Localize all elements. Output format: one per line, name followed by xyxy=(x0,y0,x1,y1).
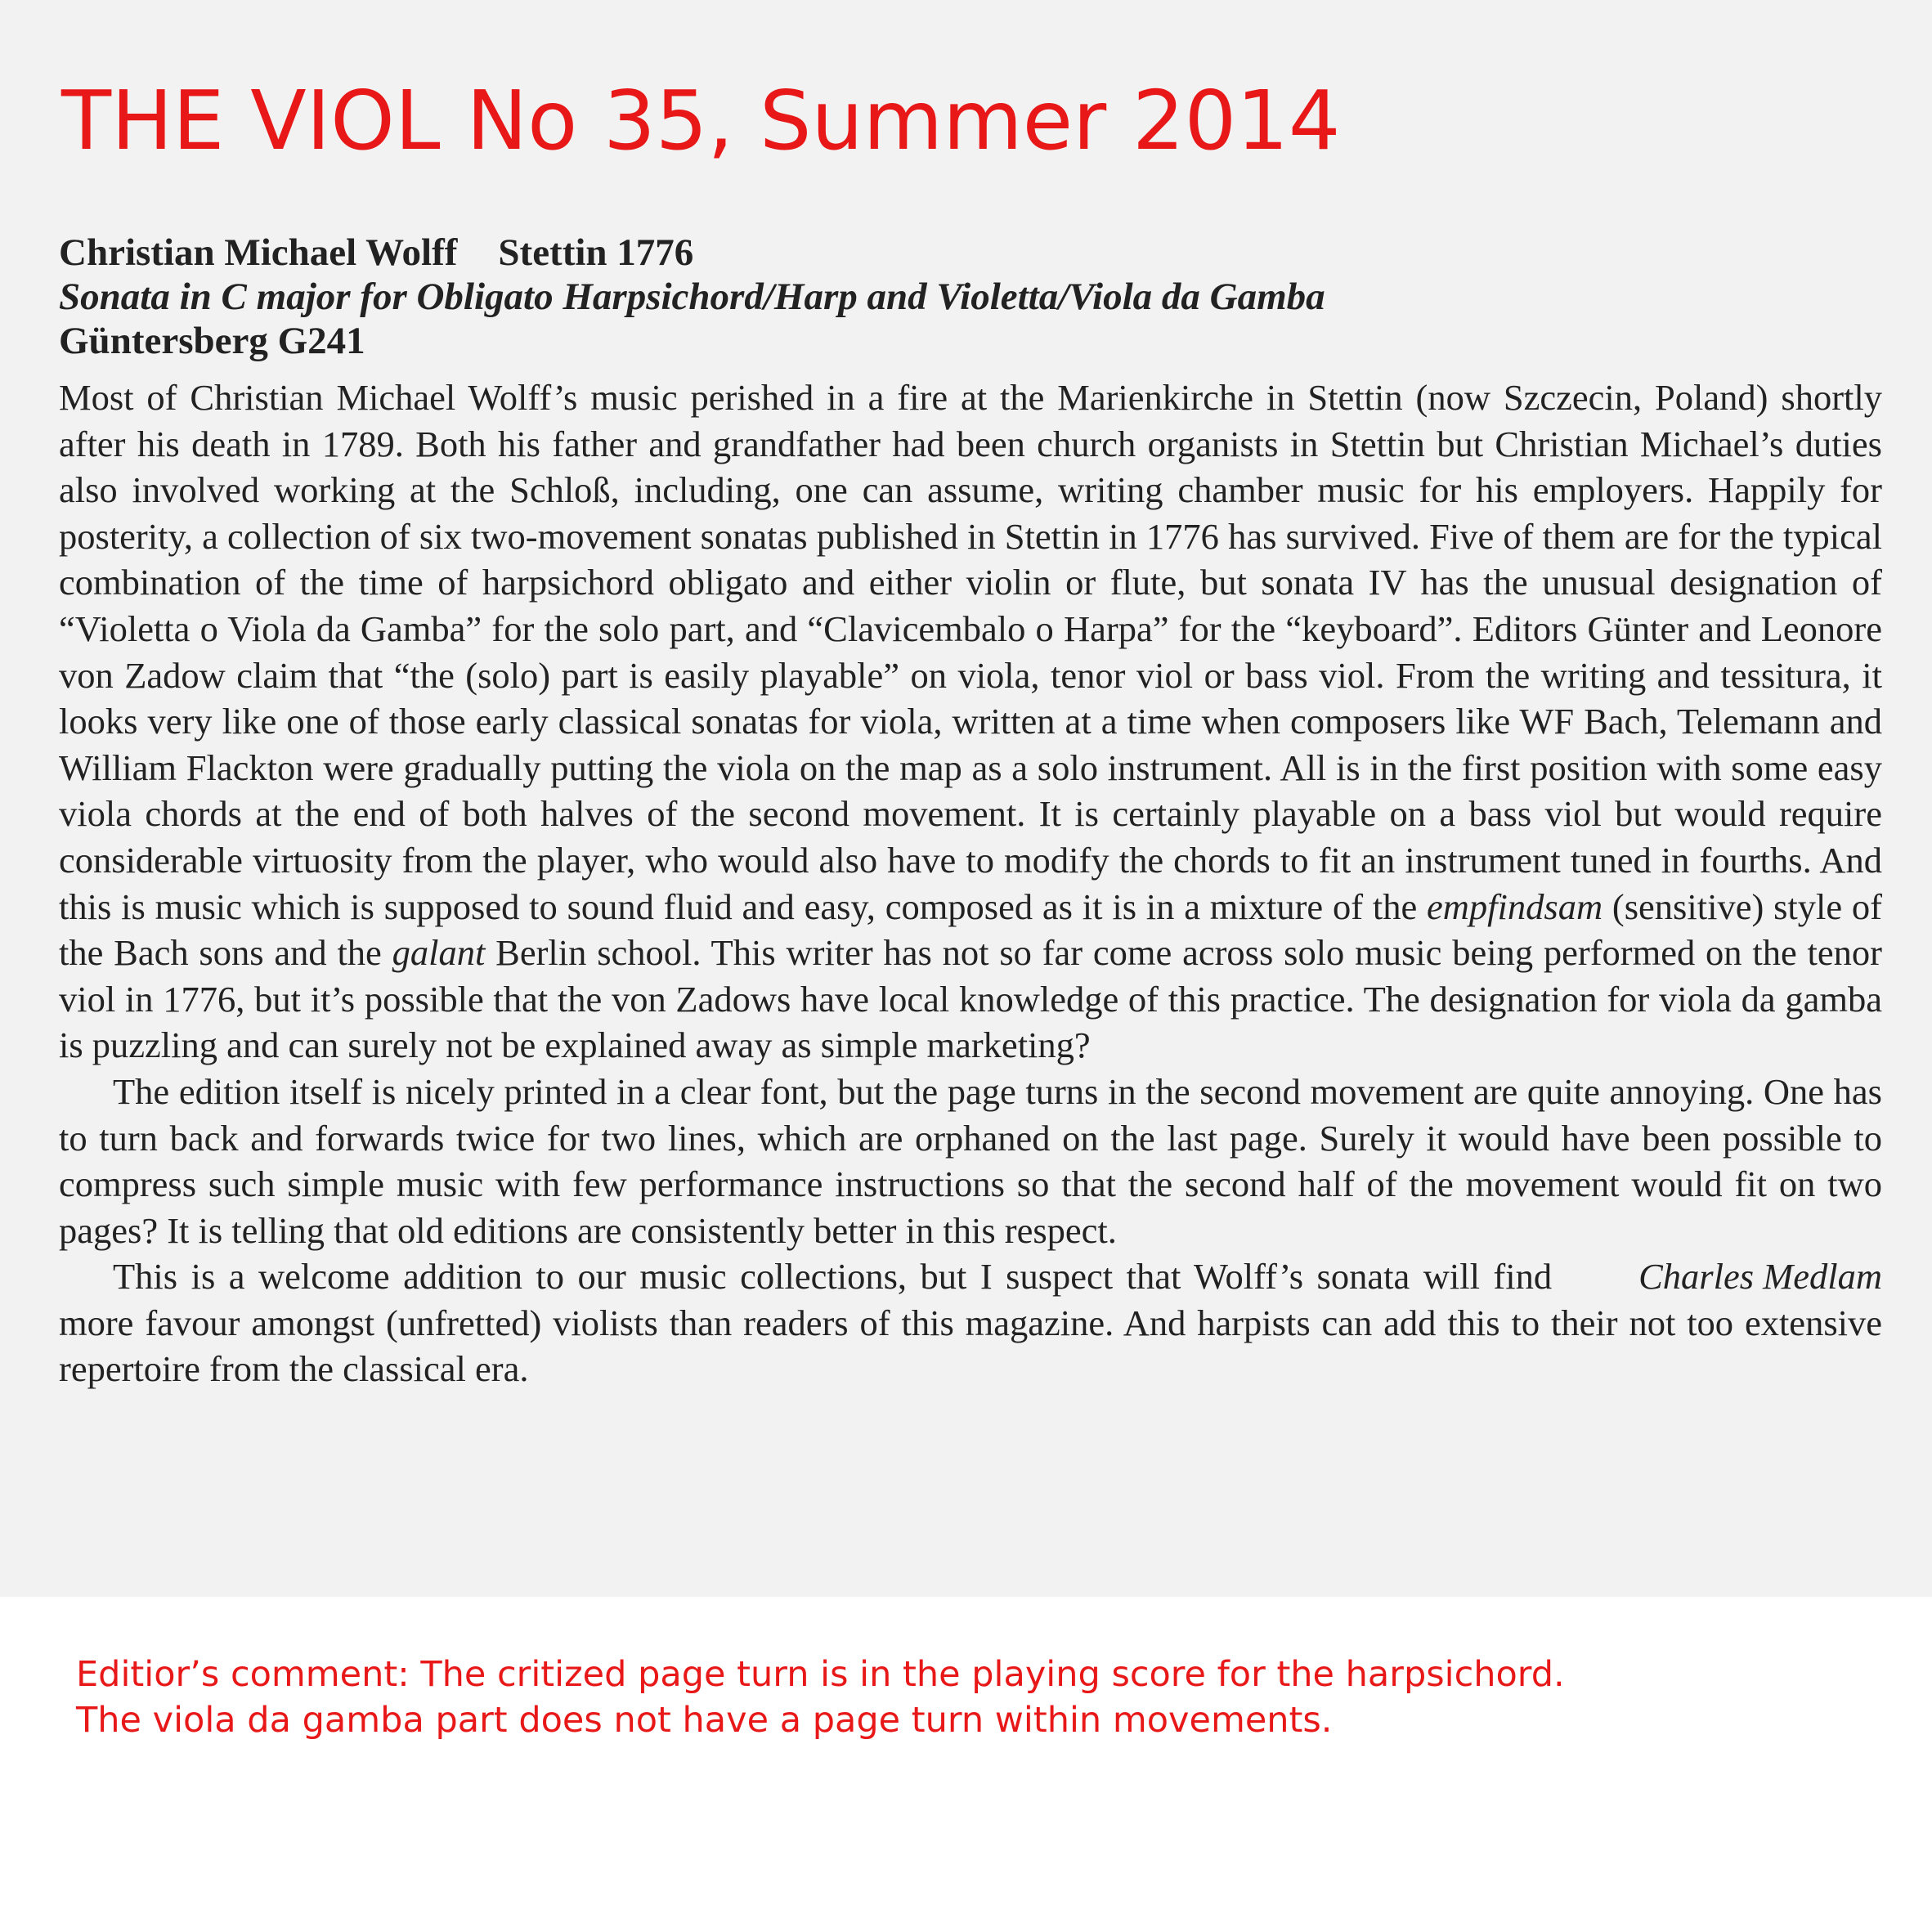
issue-title: THE VIOL No 35, Summer 2014 xyxy=(61,73,1341,168)
composer-name: Christian Michael Wolff xyxy=(59,231,458,274)
paragraph-1-text-b: (sensitive) style of the Bach sons and the xyxy=(59,885,1882,974)
publisher-catalogue: Güntersberg G241 xyxy=(59,320,365,362)
paragraph-3-text: This is a welcome addition to our music collections, but I suspect that Wolff’s sonata will find more favour amongst (unfretted) violists than readers of this magazine. And harpists can add this to their not too extensive repertoire from the classical era. xyxy=(59,1256,1882,1390)
review-paragraph-2: The edition itself is nicely printed in a clear font, but the page turns in the second movement are quite annoying. One has to turn back and forwards twice for two lines, which are orphaned on the last page. Surely it would have been possible to compress such simple music with few performance instructions so that the second half of the movement would fit on two pages? It is telling that old editions are consistently better in this respect. xyxy=(59,1070,1882,1251)
paragraph-1-text-a: Most of Christian Michael Wolff’s music perished in a fire at the Marienkirche in Stettin (now Szczecin, Poland) shortly after his death in 1789. Both his father and grandfather had been church organists in Stettin but Christian Michael’s duties also involved working at the Schloß, including, one can assume, writing chamber music for his employers. Happily for posterity, a collection of six two-movement sonatas published in Stettin in 1776 has survived. Five of them are for the typical combination of the time of harpsichord obligato and either violin or flute, but sonata IV has the unusual designation of “Violetta o Viola da Gamba” for the solo part, and “Clavicembalo o Harpa” for the “keyboard”. Editors Günter and Leonore von Zadow claim that “the (solo) part is easily playable” on viola, tenor viol or bass viol. From the writing and tessitura, it looks very like one of those early classical sonatas for viola, written at a time when composers like WF Bach, Telemann and William Flackton were gradually putting the viola on the map as a solo instrument. All is in the first position with some easy viola chords at the end of both halves of the second movement. It is certainly playable on a bass viol but would require considerable virtuosity from the player, who would also have to modify the chords to fit an instrument tuned in fourths. And this is music which is supposed to sound fluid and easy, composed as it is in a mixture of the xyxy=(59,377,1882,927)
reviewer-signature: Charles Medlam xyxy=(1638,1256,1882,1298)
review-paragraph-1 xyxy=(59,374,1882,1069)
editor-comment-line-2: The viola da gamba part does not have a page turn within movements. xyxy=(76,1700,1333,1741)
work-title: Sonata in C major for Obligato Harpsichord/Harp and Violetta/Viola da Gamba xyxy=(59,276,1325,318)
review-article xyxy=(59,231,1882,1392)
review-heading-composer-line xyxy=(59,231,1882,275)
review-body xyxy=(59,374,1882,1392)
review-paragraph-3 xyxy=(59,1253,1882,1392)
paragraph-1-text-c: Berlin school. This writer has not so far come across solo music being performed on the tenor viol in 1776, but it’s possible that the von Zadows have local knowledge of this practice. The designation for viola da gamba is puzzling and can surely not be explained away as simple marketing? xyxy=(59,932,1882,1066)
term-galant: galant xyxy=(392,932,486,974)
editor-comment-line-1: Editior’s comment: The critized page turn is in the playing score for the harpsichord. xyxy=(76,1654,1565,1695)
editor-comment xyxy=(76,1652,1875,1743)
place-date: Stettin 1776 xyxy=(498,231,694,274)
term-empfindsam: empfindsam xyxy=(1427,885,1603,927)
